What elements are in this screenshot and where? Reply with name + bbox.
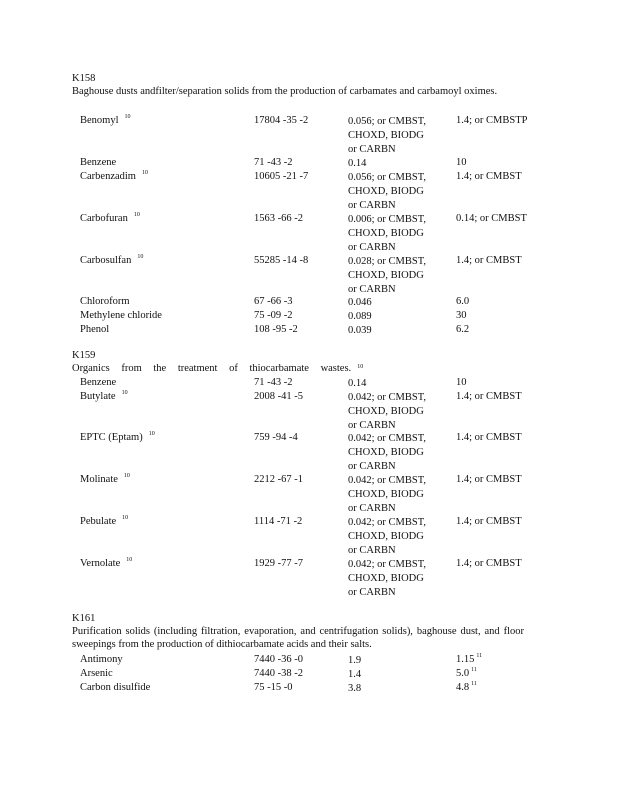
wastewater-standard: 1.4 (348, 669, 362, 680)
cas-number: 17804 -35 -2 (254, 115, 309, 126)
waste-code: K161 (72, 613, 96, 624)
constituent-name: Molinate $^{10}$ (80, 473, 130, 485)
constituent-name: Carbofuran $^{10}$ (80, 212, 140, 224)
nonwastewater-standard: 1.4; or CMBST (456, 474, 522, 485)
nonwastewater-standard: 1.4; or CMBST (456, 516, 522, 527)
constituent-name: Antimony (80, 654, 123, 665)
cas-number: 71 -43 -2 (254, 157, 293, 168)
cas-number: 55285 -14 -8 (254, 255, 309, 266)
nonwastewater-standard: 0.14; or CMBST (456, 213, 527, 224)
cas-number: 75 -15 -0 (254, 682, 293, 693)
nonwastewater-standard: 6.0 (456, 296, 470, 307)
cas-number: 7440 -38 -2 (254, 668, 303, 679)
waste-description: Organics from the treatment of thiocarbamate wastes. $^{10}$ (72, 363, 364, 374)
constituent-name: Carbosulfan $^{10}$ (80, 254, 144, 266)
waste-description: Baghouse dusts andfilter/separation solids from the production of carbamates and carbamoyl oximes. (72, 86, 498, 97)
cas-number: 75 -09 -2 (254, 310, 293, 321)
constituent-name: Butylate $^{10}$ (80, 390, 128, 402)
wastewater-standard: 0.039 (348, 325, 372, 336)
constituent-name: Methylene chloride (80, 310, 162, 321)
wastewater-standard: 0.042; or CMBST, CHOXD, BIODG or CARBN (348, 433, 426, 472)
wastewater-standard: 0.042; or CMBST, CHOXD, BIODG or CARBN (348, 392, 426, 431)
constituent-name: Benzene (80, 377, 117, 388)
wastewater-standard: 1.9 (348, 655, 362, 666)
waste-code: K158 (72, 73, 96, 84)
constituent-name: Vernolate $^{10}$ (80, 557, 133, 569)
constituent-name: Carbon disulfide (80, 682, 151, 693)
nonwastewater-standard: 1.4; or CMBST (456, 558, 522, 569)
section-k158 (72, 72, 532, 336)
nonwastewater-standard: 1.4; or CMBST (456, 171, 522, 182)
constituent-name: Phenol (80, 324, 110, 335)
cas-number: 759 -94 -4 (254, 432, 298, 443)
constituent-name: Arsenic (80, 668, 113, 679)
nonwastewater-standard: 10 (456, 377, 467, 388)
cas-number: 10605 -21 -7 (254, 171, 309, 182)
cas-number: 67 -66 -3 (254, 296, 293, 307)
wastewater-standard: 0.14 (348, 378, 367, 389)
cas-number: 1929 -77 -7 (254, 558, 303, 569)
nonwastewater-standard: 30 (456, 310, 467, 321)
cas-number: 108 -95 -2 (254, 324, 298, 335)
nonwastewater-standard: 5.0 $^{11}$ (456, 667, 477, 679)
nonwastewater-standard: 10 (456, 157, 467, 168)
cas-number: 1114 -71 -2 (254, 516, 303, 527)
wastewater-standard: 0.042; or CMBST, CHOXD, BIODG or CARBN (348, 475, 426, 514)
section-k159 (72, 349, 532, 598)
wastewater-standard: 0.056; or CMBST, CHOXD, BIODG or CARBN (348, 172, 426, 211)
wastewater-standard: 0.042; or CMBST, CHOXD, BIODG or CARBN (348, 559, 426, 598)
constituent-name: Pebulate $^{10}$ (80, 515, 129, 527)
wastewater-standard: 0.056; or CMBST, CHOXD, BIODG or CARBN (348, 116, 426, 155)
cas-number: 1563 -66 -2 (254, 213, 303, 224)
wastewater-standard: 0.028; or CMBST, CHOXD, BIODG or CARBN (348, 256, 426, 295)
constituent-name: EPTC (Eptam) $^{10}$ (80, 431, 155, 443)
constituent-name: Benzene (80, 157, 117, 168)
cas-number: 7440 -36 -0 (254, 654, 303, 665)
constituent-name: Chloroform (80, 296, 130, 307)
wastewater-standard: 3.8 (348, 683, 362, 694)
wastewater-standard: 0.046 (348, 297, 372, 308)
nonwastewater-standard: 6.2 (456, 324, 470, 335)
nonwastewater-standard: 1.15 $^{11}$ (456, 653, 483, 665)
section-k161 (72, 612, 532, 694)
wastewater-standard: 0.14 (348, 158, 367, 169)
constituent-name: Carbenzadim $^{10}$ (80, 170, 148, 182)
nonwastewater-standard: 4.8 $^{11}$ (456, 681, 477, 693)
nonwastewater-standard: 1.4; or CMBST (456, 391, 522, 402)
cas-number: 2212 -67 -1 (254, 474, 303, 485)
wastewater-standard: 0.042; or CMBST, CHOXD, BIODG or CARBN (348, 517, 426, 556)
cas-number: 2008 -41 -5 (254, 391, 303, 402)
nonwastewater-standard: 1.4; or CMBST (456, 255, 522, 266)
waste-code: K159 (72, 350, 96, 361)
cas-number: 71 -43 -2 (254, 377, 293, 388)
wastewater-standard: 0.006; or CMBST, CHOXD, BIODG or CARBN (348, 214, 426, 253)
waste-description: Purification solids (including filtration, evaporation, and centrifugation solids), baghouse dust, and floor sweepings from the production of dithiocarbamate acids and their salts. (72, 626, 524, 650)
wastewater-standard: 0.089 (348, 311, 372, 322)
nonwastewater-standard: 1.4; or CMBST (456, 432, 522, 443)
nonwastewater-standard: 1.4; or CMBSTP (456, 115, 528, 126)
constituent-name: Benomyl $^{10}$ (80, 114, 131, 126)
